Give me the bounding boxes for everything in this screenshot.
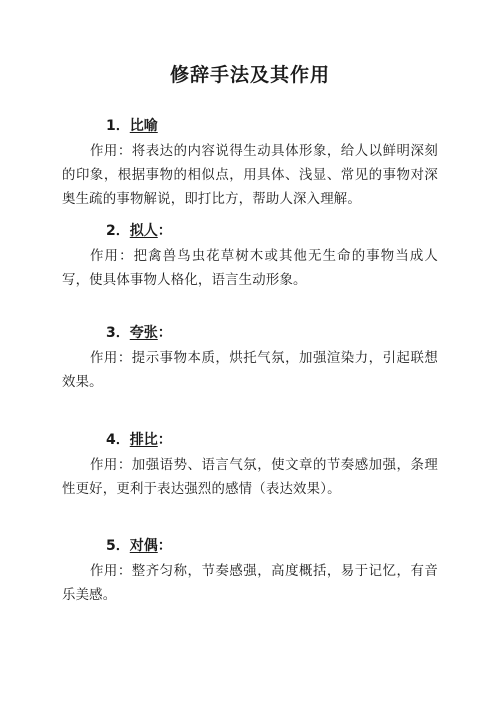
section-term-suffix: ： bbox=[157, 432, 172, 448]
page-title: 修辞手法及其作用 bbox=[169, 64, 330, 86]
section-antithesis bbox=[62, 535, 438, 608]
section-heading bbox=[62, 220, 438, 242]
section-metaphor bbox=[62, 115, 438, 212]
section-heading bbox=[62, 535, 438, 557]
section-term-suffix: ： bbox=[157, 325, 172, 341]
section-hyperbole bbox=[62, 322, 438, 395]
section-term: 排比 bbox=[129, 432, 158, 448]
section-number: 1． bbox=[106, 118, 130, 134]
section-heading bbox=[62, 115, 438, 137]
section-heading bbox=[62, 322, 438, 344]
section-term: 比喻 bbox=[129, 118, 158, 134]
section-body: 作用：整齐匀称，节奏感强，高度概括，易于记忆，有音乐美感。 bbox=[62, 564, 438, 603]
section-term: 夸张 bbox=[129, 325, 158, 341]
section-heading bbox=[62, 429, 438, 451]
section-body: 作用：提示事物本质，烘托气氛，加强渲染力，引起联想效果。 bbox=[62, 351, 438, 390]
section-term: 拟人 bbox=[129, 223, 158, 239]
section-number: 4． bbox=[106, 432, 130, 448]
section-number: 2． bbox=[106, 223, 130, 239]
section-personification bbox=[62, 220, 438, 293]
section-parallelism bbox=[62, 429, 438, 502]
section-body: 作用：把禽兽鸟虫花草树木或其他无生命的事物当成人写，使具体事物人格化，语言生动形象。 bbox=[62, 249, 438, 288]
section-body: 作用：将表达的内容说得生动具体形象，给人以鲜明深刻的印象，根据事物的相似点，用具体、浅显、常见的事物对深奥生疏的事物解说，即打比方，帮助人深入理解。 bbox=[62, 144, 438, 207]
section-body: 作用：加强语势、语言气氛，使文章的节奏感加强，条理性更好，更利于表达强烈的感情（表达效果）。 bbox=[62, 458, 438, 497]
section-number: 5． bbox=[106, 538, 130, 554]
section-term-suffix: ： bbox=[157, 538, 172, 554]
section-term: 对偶 bbox=[129, 538, 158, 554]
section-number: 3． bbox=[106, 325, 130, 341]
section-term-suffix: ： bbox=[157, 223, 172, 239]
